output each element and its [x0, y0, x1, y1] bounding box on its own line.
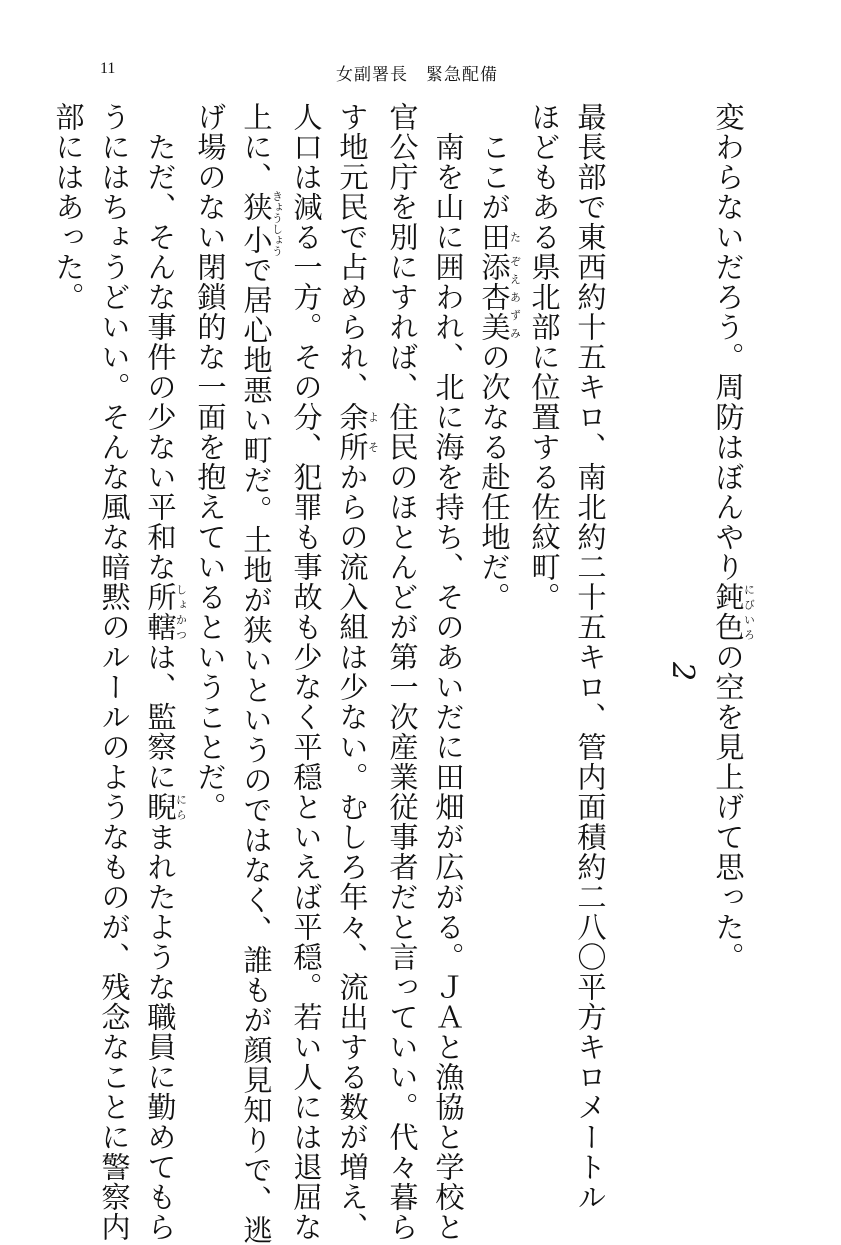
chapter-number: 2: [665, 662, 700, 682]
ruby-ta: 田た: [477, 222, 522, 252]
text-line: うにはちょうどいい。そんな風な暗黙のルールのようなものが、残念なことに警察内: [97, 102, 131, 1242]
running-title: 女副署長 緊急配備: [336, 65, 498, 85]
text-line: 人口は減る一方。その分、犯罪も事故も少なく平穏といえば平穏。若い人には退屈な: [289, 102, 323, 1242]
text-line: 南を山に囲われ、北に海を持ち、そのあいだに田畑が広がる。ＪＡと漁協と学校と: [431, 132, 465, 1242]
text-line: ただ、そんな事件の少ない平和な所轄しょかつは、監察に睨にらまれたような職員に勤めてもら: [143, 132, 188, 1242]
page-number: 11: [100, 60, 116, 77]
ruby-shokatsu: 所轄しょかつ: [143, 582, 188, 642]
text-line: す地元民で占められ、余所よそからの流入組は少ない。むしろ年々、流出する数が増え、: [335, 102, 380, 1242]
ruby-kyoushou: 狭小きょうしょう: [239, 190, 284, 257]
text-line: 変わらないだろう。周防はぼんやり鈍色にびいろの空を見上げて思った。: [711, 102, 756, 972]
ruby-nibiiro: 鈍色にびいろ: [711, 582, 756, 642]
text-line: げ場のない閉鎖的な一面を抱えているということだ。: [193, 102, 227, 822]
running-header: [0, 60, 841, 84]
ruby-nira: 睨にら: [143, 792, 188, 822]
text-line: 最長部で東西約十五キロ、南北約二十五キロ、管内面積約二八〇平方キロメートル: [573, 102, 607, 1212]
text-line: 部にはあった。: [51, 102, 85, 312]
text-line: 官公庁を別にすれば、住民のほとんどが第一次産業従事者だと言っていい。代々暮ら: [385, 102, 419, 1242]
text-line: ほどもある県北部に位置する佐紋町。: [527, 102, 561, 612]
text-line: 上に、狭小きょうしょうで居心地悪い町だ。土地が狭いというのではなく、誰もが顔見知りで、逃: [239, 102, 284, 1245]
ruby-yoso: 余所よそ: [335, 402, 380, 462]
text-line: ここが田た添杏美ぞえあずみの次なる赴任地だ。: [477, 132, 522, 612]
vertical-body-text: [51, 102, 756, 1245]
ruby-zoeazumi: 添杏美ぞえあずみ: [477, 252, 522, 342]
